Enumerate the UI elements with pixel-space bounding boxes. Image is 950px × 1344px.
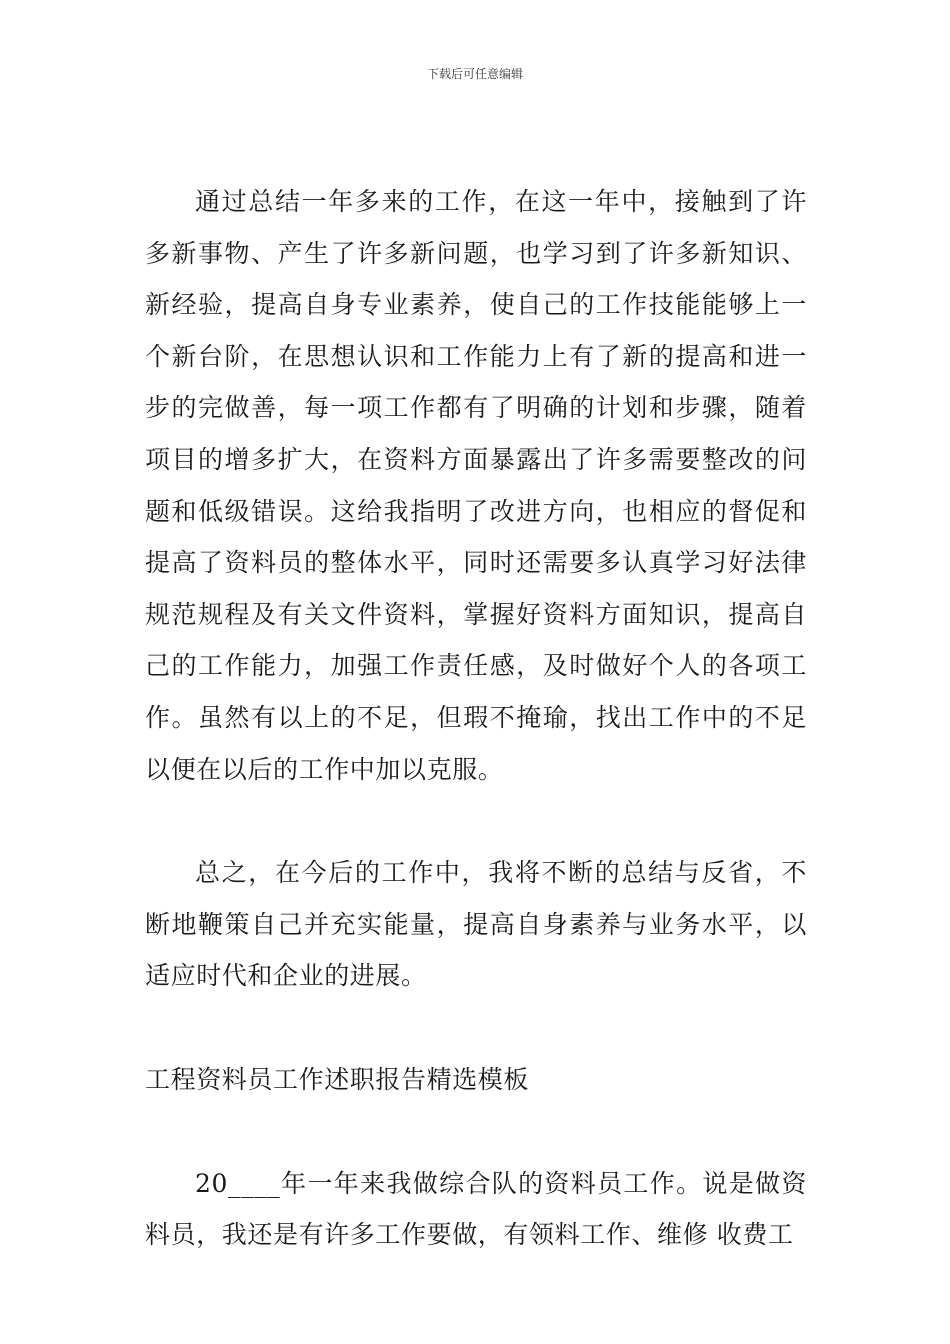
section-title: 工程资料员工作述职报告精选模板 — [145, 1064, 530, 1094]
paragraph-template-intro: 20____年一年来我做综合队的资料员工作。说是做资料员，我还是有许多工作要做，有领料工作、维修 收费工 — [145, 1168, 807, 1250]
paragraph-conclusion: 总之，在今后的工作中，我将不断的总结与反省，不断地鞭策自己并充实能量，提高自身素养与业务水平，以适应时代和企业的进展。 — [145, 858, 807, 991]
paragraph-work-summary: 通过总结一年多来的工作，在这一年中，接触到了许多新事物、产生了许多新问题，也学习到了许多新知识、新经验，提高自身专业素养，使自己的工作技能能够上一个新台阶，在思想认识和工作能力上有了新的提高和进一步的完做善，每一项工作都有了明确的计划和步骤，随着项目的增多扩大，在资料方面暴露出了许多需要整改的问题和低级错误。这给我指明了改进方向，也相应的督促和提高了资料员的整体水平，同时还需要多认真学习好法律规范规程及有关文件资料，掌握好资料方面知识，提高自己的工作能力，加强工作责任感，及时做好个人的各项工作。虽然有以上的不足，但瑕不掩瑜，找出工作中的不足以便在以后的工作中加以克服。 — [145, 187, 807, 784]
page-header: 下载后可任意编辑 — [426, 67, 523, 81]
document-body — [145, 176, 807, 1261]
